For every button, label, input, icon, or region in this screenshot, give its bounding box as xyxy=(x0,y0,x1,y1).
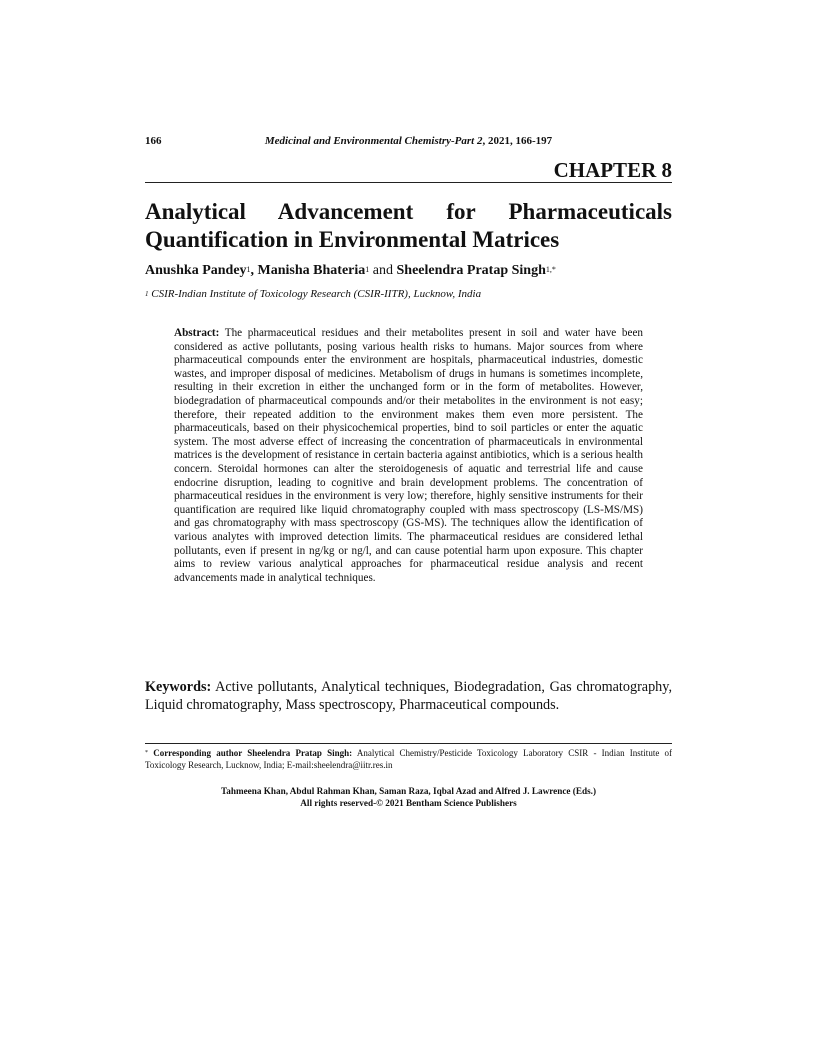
author-affiliation-mark: 1,* xyxy=(545,265,556,274)
chapter-divider xyxy=(145,182,672,183)
author-affiliation-mark: 1 xyxy=(365,265,370,274)
author-name: Anushka Pandey xyxy=(145,263,247,278)
affiliation xyxy=(145,287,672,301)
footnote-text: Analytical Chemistry/Pesticide Toxicology Laboratory CSIR - Indian Institute of Toxicology Research, Lucknow, India; E-mail:sheelendra@iitr.res.in xyxy=(145,748,672,770)
author-affiliation-mark: 1 xyxy=(246,265,251,274)
editors-block xyxy=(145,785,672,809)
author-name: Manisha Bhateria xyxy=(257,263,366,278)
affiliation-mark: 1 xyxy=(145,290,149,298)
journal-citation xyxy=(145,135,672,147)
journal-name: Medicinal and Environmental Chemistry-Part 2 xyxy=(264,135,483,147)
abstract-text: The pharmaceutical residues and their metabolites present in soil and water have been considered as active pollutants, posing various health risks to humans. Major sources from where pharmaceutical compounds enter the environment are hospitals, pharmaceutical industries, domestic wastes, and improper disposal of medicines. Metabolism of drugs in humans is sometimes incomplete, resulting in their excretion in either the unchanged form or in the form of metabolites. However, biodegradation of pharmaceutical compounds and/or their metabolites in the environment is not easy; therefore, their repeated addition to the environment makes them even more persistent. The pharmaceuticals, based on their physicochemical properties, bind to soil particles or enter the aquatic system. The most adverse effect of increasing the concentration of pharmaceuticals in environmental matrices is the development of resistance in certain bacteria against antibiotics, which is a serious health concern. Steroidal hormones can alter the steroidogenesis of aquatic and terrestrial life and cause endocrine disruption, leading to cognitive and brain development problems. The concentration of pharmaceutical residues in the environment is very low; therefore, highly sensitive instruments for their quantification are required like liquid chromatography coupled with mass spectroscopy (LS-MS/MS) and gas chromatography with mass spectroscopy (GS-MS). The techniques allow the identification of various analytes with improved detection limits. The pharmaceutical residues are considered lethal pollutants, even if present in ng/kg or ng/l, and can cause potential harm upon exposure. This chapter aims to review various analytical approaches for pharmaceutical residue analysis and recent advancements made in analytical techniques. xyxy=(174,327,643,584)
page-number: 166 xyxy=(145,135,162,147)
chapter-label: CHAPTER 8 xyxy=(553,158,672,182)
footnote-divider xyxy=(145,743,672,744)
keywords-text: Active pollutants, Analytical techniques, Biodegradation, Gas chromatography, Liquid chromatography, Mass spectroscopy, Pharmaceutical compounds. xyxy=(145,679,672,713)
editors-line: Tahmeena Khan, Abdul Rahman Khan, Saman Raza, Iqbal Azad and Alfred J. Lawrence (Eds.) xyxy=(220,786,597,796)
paper-title: Analytical Advancement for Pharmaceuticals Quantification in Environmental Matrices xyxy=(145,199,672,252)
footnote xyxy=(145,747,672,771)
footnote-mark: * xyxy=(145,750,148,756)
copyright-line: All rights reserved-© 2021 Bentham Science Publishers xyxy=(300,798,517,808)
author-separator: and xyxy=(369,263,397,278)
abstract xyxy=(174,327,643,585)
author-name: Sheelendra Pratap Singh xyxy=(396,263,546,278)
journal-volume: , 2021, 166-197 xyxy=(482,135,553,147)
author-list xyxy=(145,262,672,280)
running-head xyxy=(145,135,672,151)
author-separator: , xyxy=(250,263,258,278)
keywords-label: Keywords: xyxy=(145,679,212,695)
keywords xyxy=(145,678,672,714)
footnote-label: Corresponding author Sheelendra Pratap Singh: xyxy=(148,748,353,758)
abstract-label: Abstract: xyxy=(174,327,220,339)
affiliation-text: CSIR-Indian Institute of Toxicology Research (CSIR-IITR), Lucknow, India xyxy=(148,288,482,300)
